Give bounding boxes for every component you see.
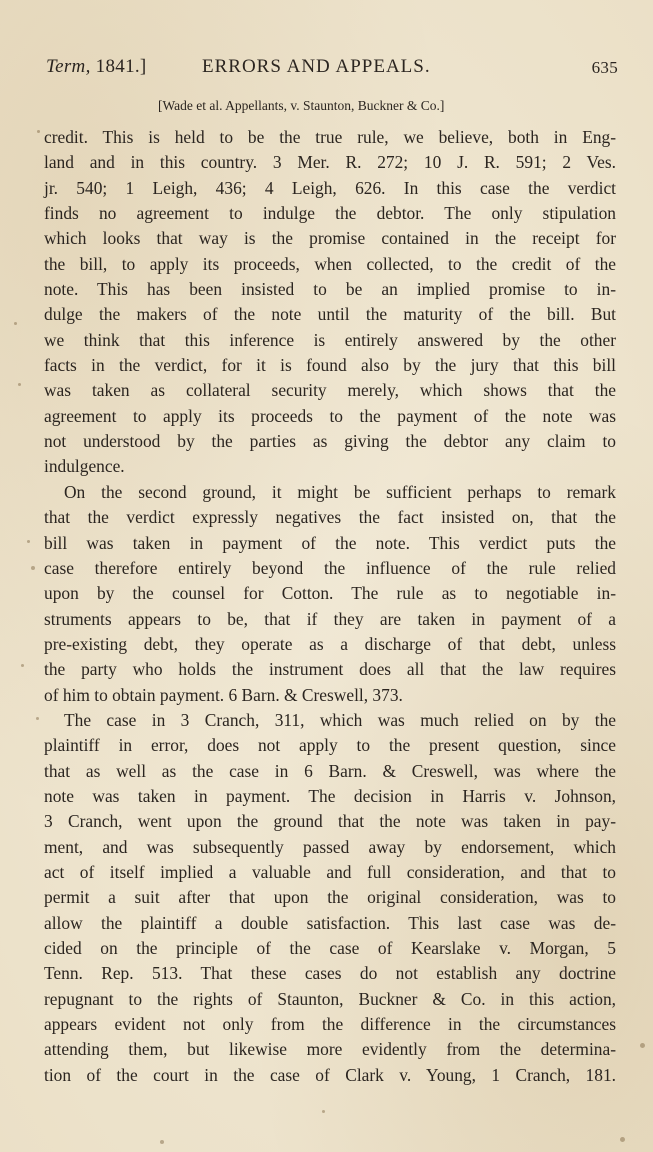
text-line: of him to obtain payment. 6 Barn. & Creswell, 373. [44,684,403,705]
text-line: indulgence. [44,456,125,477]
foxing-speck [14,322,17,325]
text-line: appears evident not only from the difference in the circumstances [44,1014,616,1035]
foxing-speck [21,664,24,667]
text-line: upon by the counsel for Cotton. The rule as to negotiable in- [44,583,616,604]
text-line: we think that this inference is entirely answered by the other [44,329,616,350]
foxing-speck [37,130,40,133]
text-line: Tenn. Rep. 513. That these cases do not establish any doctrine [44,963,616,984]
text-line: permit a suit after that upon the original consideration, was to [44,887,616,908]
case-running-head: [Wade et al. Appellants, v. Staunton, Buckner & Co.] [158,98,445,113]
text-line: tion of the court in the case of Clark v. Young, 1 Cranch, 181. [44,1064,616,1085]
text-line: pre-existing debt, they operate as a discharge of that debt, unless [44,633,616,654]
text-line: credit. This is held to be the true rule, we believe, both in Eng- [44,127,616,147]
text-line: not understood by the parties as giving the debtor any claim to [44,431,616,452]
text-line: which looks that way is the promise contained in the receipt for [44,228,616,249]
text-line: finds no agreement to indulge the debtor. The only stipulation [44,203,616,224]
text-line: 3 Cranch, went upon the ground that the note was taken in pay- [44,811,616,832]
text-line: The case in 3 Cranch, 311, which was much relied on by the [64,709,616,730]
foxing-speck [160,1140,164,1144]
text-line: that as well as the case in 6 Barn. & Creswell, was where the [44,760,616,781]
foxing-speck [31,566,35,570]
text-line: note was taken in payment. The decision in Harris v. Johnson, [44,785,616,806]
text-line: On the second ground, it might be sufficient perhaps to remark [64,481,616,502]
foxing-speck [640,1043,645,1048]
foxing-speck [620,1137,625,1142]
foxing-speck [322,1110,325,1113]
text-line: attending them, but likewise more evidently from the determina- [44,1039,616,1060]
body-text [44,125,616,1088]
text-line: repugnant to the rights of Staunton, Buckner & Co. in this action, [44,988,616,1009]
text-line: was taken as collateral security merely, which shows that the [44,380,616,401]
header-term-year: 1841.] [90,56,147,77]
text-line: act of itself implied a valuable and full consideration, and that to [44,861,616,882]
text-line: the party who holds the instrument does all that the law requires [44,659,616,680]
text-line: facts in the verdict, for it is found also by the jury that this bill [44,355,616,376]
foxing-speck [27,540,30,543]
text-line: note. This has been insisted to be an implied promise to in- [44,279,616,300]
text-line: jr. 540; 1 Leigh, 436; 4 Leigh, 626. In this case the verdict [44,177,616,198]
page-number: 635 [591,58,618,77]
text-line: case therefore entirely beyond the influence of the rule relied [44,557,616,578]
page-header [46,56,618,84]
text-line: struments appears to be, that if they are taken in payment of a [44,608,616,629]
header-title: ERRORS AND APPEALS. [202,56,431,77]
text-line: bill was taken in payment of the note. This verdict puts the [44,532,616,553]
header-term [46,56,147,78]
text-line: the bill, to apply its proceeds, when collected, to the credit of the [44,253,616,274]
text-line: plaintiff in error, does not apply to the present question, since [44,735,616,756]
header-term-word: Term, [46,56,91,77]
text-line: agreement to apply its proceeds to the payment of the note was [44,405,616,426]
text-line: allow the plaintiff a double satisfaction. This last case was de- [44,912,616,933]
text-line: cided on the principle of the case of Kearslake v. Morgan, 5 [44,938,616,958]
text-line: ment, and was subsequently passed away by endorsement, which [44,836,616,857]
text-line: that the verdict expressly negatives the fact insisted on, that the [44,507,616,528]
foxing-speck [18,383,21,386]
foxing-speck [36,717,39,720]
text-line: dulge the makers of the note until the maturity of the bill. But [44,304,616,325]
text-line: land and in this country. 3 Mer. R. 272; 10 J. R. 591; 2 Ves. [44,152,616,173]
